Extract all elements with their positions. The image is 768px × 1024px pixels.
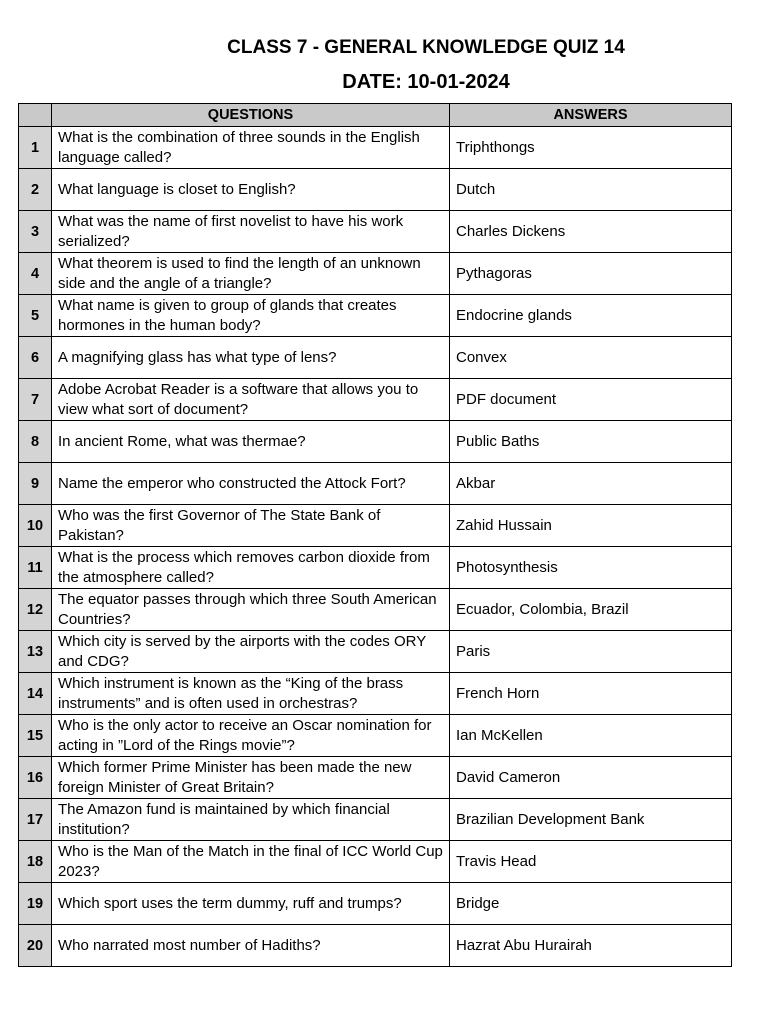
answer-cell: Charles Dickens (450, 211, 732, 253)
row-number: 15 (19, 715, 52, 757)
row-number: 17 (19, 799, 52, 841)
row-number: 6 (19, 337, 52, 379)
answer-cell: Hazrat Abu Hurairah (450, 925, 732, 967)
table-row (19, 799, 732, 841)
question-cell: Who is the Man of the Match in the final of ICC World Cup 2023? (52, 841, 450, 883)
row-number: 19 (19, 883, 52, 925)
question-cell: Adobe Acrobat Reader is a software that allows you to view what sort of document? (52, 379, 450, 421)
answer-cell: Ecuador, Colombia, Brazil (450, 589, 732, 631)
table-row (19, 673, 732, 715)
answer-cell: Ian McKellen (450, 715, 732, 757)
table-row (19, 379, 732, 421)
table-header-row (19, 104, 732, 127)
table-row (19, 505, 732, 547)
question-cell: A magnifying glass has what type of lens? (52, 337, 450, 379)
table-row (19, 757, 732, 799)
question-cell: What theorem is used to find the length of an unknown side and the angle of a triangle? (52, 253, 450, 295)
row-number: 12 (19, 589, 52, 631)
answer-cell: Endocrine glands (450, 295, 732, 337)
row-number: 1 (19, 127, 52, 169)
table-row (19, 421, 732, 463)
table-row (19, 295, 732, 337)
table-row (19, 715, 732, 757)
answer-cell: Akbar (450, 463, 732, 505)
quiz-title: CLASS 7 - GENERAL KNOWLEDGE QUIZ 14 (227, 37, 625, 58)
answer-cell: French Horn (450, 673, 732, 715)
answer-cell: Bridge (450, 883, 732, 925)
question-cell: The Amazon fund is maintained by which financial institution? (52, 799, 450, 841)
table-row (19, 211, 732, 253)
table-row (19, 631, 732, 673)
question-cell: Which sport uses the term dummy, ruff and trumps? (52, 883, 450, 925)
answer-cell: Paris (450, 631, 732, 673)
row-number: 11 (19, 547, 52, 589)
table-row (19, 883, 732, 925)
answer-cell: David Cameron (450, 757, 732, 799)
question-cell: What is the process which removes carbon dioxide from the atmosphere called? (52, 547, 450, 589)
row-number: 8 (19, 421, 52, 463)
row-number: 14 (19, 673, 52, 715)
question-cell: Who narrated most number of Hadiths? (52, 925, 450, 967)
table-row (19, 841, 732, 883)
answer-cell: Photosynthesis (450, 547, 732, 589)
question-cell: The equator passes through which three South American Countries? (52, 589, 450, 631)
answer-cell: PDF document (450, 379, 732, 421)
row-number: 13 (19, 631, 52, 673)
table-row (19, 925, 732, 967)
question-cell: What name is given to group of glands that creates hormones in the human body? (52, 295, 450, 337)
row-number: 7 (19, 379, 52, 421)
answer-cell: Pythagoras (450, 253, 732, 295)
question-cell: Which former Prime Minister has been made the new foreign Minister of Great Britain? (52, 757, 450, 799)
row-number: 9 (19, 463, 52, 505)
header-number (19, 104, 52, 127)
row-number: 3 (19, 211, 52, 253)
row-number: 2 (19, 169, 52, 211)
answer-cell: Convex (450, 337, 732, 379)
table-row (19, 463, 732, 505)
table-row (19, 337, 732, 379)
answer-cell: Public Baths (450, 421, 732, 463)
answer-cell: Brazilian Development Bank (450, 799, 732, 841)
row-number: 16 (19, 757, 52, 799)
row-number: 4 (19, 253, 52, 295)
answer-cell: Zahid Hussain (450, 505, 732, 547)
row-number: 5 (19, 295, 52, 337)
table-body (19, 127, 732, 967)
question-cell: Who is the only actor to receive an Oscar nomination for acting in ”Lord of the Rings movie”? (52, 715, 450, 757)
question-cell: In ancient Rome, what was thermae? (52, 421, 450, 463)
answer-cell: Travis Head (450, 841, 732, 883)
table-row (19, 169, 732, 211)
table-row (19, 127, 732, 169)
row-number: 18 (19, 841, 52, 883)
question-cell: What was the name of first novelist to have his work serialized? (52, 211, 450, 253)
header-answers: ANSWERS (450, 104, 732, 127)
row-number: 10 (19, 505, 52, 547)
question-cell: Which city is served by the airports with the codes ORY and CDG? (52, 631, 450, 673)
table-row (19, 589, 732, 631)
answer-cell: Dutch (450, 169, 732, 211)
answer-cell: Triphthongs (450, 127, 732, 169)
quiz-date: DATE: 10-01-2024 (342, 71, 510, 93)
question-cell: Name the emperor who constructed the Attock Fort? (52, 463, 450, 505)
header-questions: QUESTIONS (52, 104, 450, 127)
table-row (19, 547, 732, 589)
question-cell: Which instrument is known as the “King of the brass instruments” and is often used in orchestras? (52, 673, 450, 715)
question-cell: Who was the first Governor of The State Bank of Pakistan? (52, 505, 450, 547)
question-cell: What language is closet to English? (52, 169, 450, 211)
question-cell: What is the combination of three sounds in the English language called? (52, 127, 450, 169)
quiz-table (18, 103, 732, 967)
table-row (19, 253, 732, 295)
row-number: 20 (19, 925, 52, 967)
